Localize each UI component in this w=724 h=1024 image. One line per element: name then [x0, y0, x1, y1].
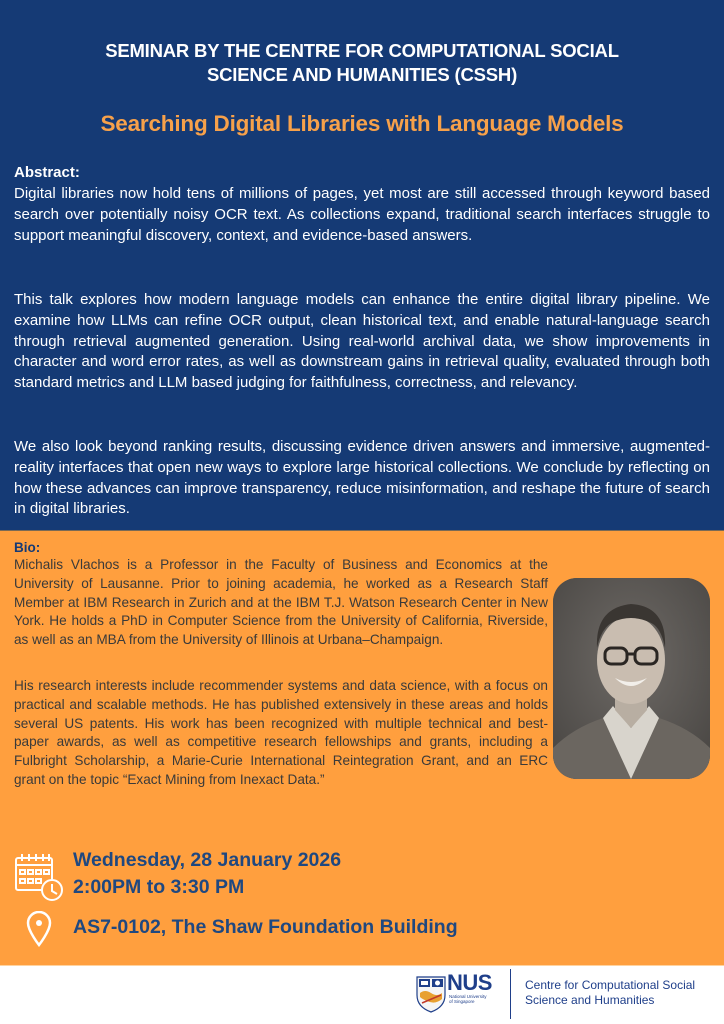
event-date: Wednesday, 28 January 2026 — [73, 849, 342, 871]
seminar-heading-line2: SCIENCE AND HUMANITIES (CSSH) — [206, 64, 518, 85]
abstract-label: Abstract: — [14, 164, 80, 181]
calendar-clock-icon — [14, 852, 64, 902]
event-time: 2:00PM to 3:30 PM — [73, 876, 245, 898]
speaker-portrait-image — [553, 578, 710, 779]
centre-name-line1: Centre for Computational Social — [525, 978, 696, 992]
centre-name-line2: Science and Humanities — [525, 993, 655, 1007]
abstract-paragraph: We also look beyond ranking results, discussing evidence driven answers and immersive, augmented-reality interfaces that open new ways to explore large historical collections. We conclude by reflecting on how these advances can improve transparency, reduce misinformation, and reshape the future of search in digital libraries. — [14, 438, 710, 518]
footer-divider — [510, 969, 511, 1019]
nus-subtitle-line2: of Singapore — [449, 999, 475, 1004]
bio-paragraph: Michalis Vlachos is a Professor in the Faculty of Business and Economics at the University of Lausanne. Prior to joining academia, he worked as a Research Staff Member at IBM Research in Zurich and at the IBM T.J. Watson Research Center in New York. He holds a PhD in Computer Science from the University of California, Riverside, as well as an MBA from the University of Illinois at Urbana–Champaign. — [14, 557, 548, 648]
nus-wordmark: NUS — [447, 970, 492, 995]
nus-subtitle-line1: National University — [449, 994, 487, 999]
seminar-heading-line1: SEMINAR BY THE CENTRE FOR COMPUTATIONAL SOCIAL — [105, 40, 619, 61]
talk-title: Searching Digital Libraries with Language Models — [100, 111, 624, 136]
event-location: AS7-0102, The Shaw Foundation Building — [73, 916, 458, 938]
abstract-paragraph: This talk explores how modern language models can enhance the entire digital library pipeline. We examine how LLMs can refine OCR output, clean historical text, and enable natural-language search through retrieval augmented generation. Using real-world archival data, we show improvements in character and word error rates, as well as downstream gains in retrieval quality, evaluated through both standard metrics and LLM based judging for faithfulness, correctness, and relevancy. — [14, 291, 710, 392]
map-pin-icon — [26, 911, 52, 947]
abstract-paragraph: Digital libraries now hold tens of millions of pages, yet most are still accessed through keyword based search over potentially noisy OCR text. As collections expand, traditional search interfaces struggle to support meaningful discovery, context, and evidence-based answers. — [14, 185, 710, 244]
bio-label: Bio: — [14, 540, 41, 555]
speaker-photo — [553, 578, 710, 779]
bio-paragraph: His research interests include recommender systems and data science, with a focus on practical and scalable methods. He has published extensively in these areas and holds several US patents. His work has been recognized with multiple technical and best-paper awards, as well as competitive research fellowships and grants, including a Fulbright Scholarship, a Marie-Curie International Reintegration Grant, and an ERC grant on the topic “Exact Mining from Inexact Data.” — [14, 678, 548, 787]
